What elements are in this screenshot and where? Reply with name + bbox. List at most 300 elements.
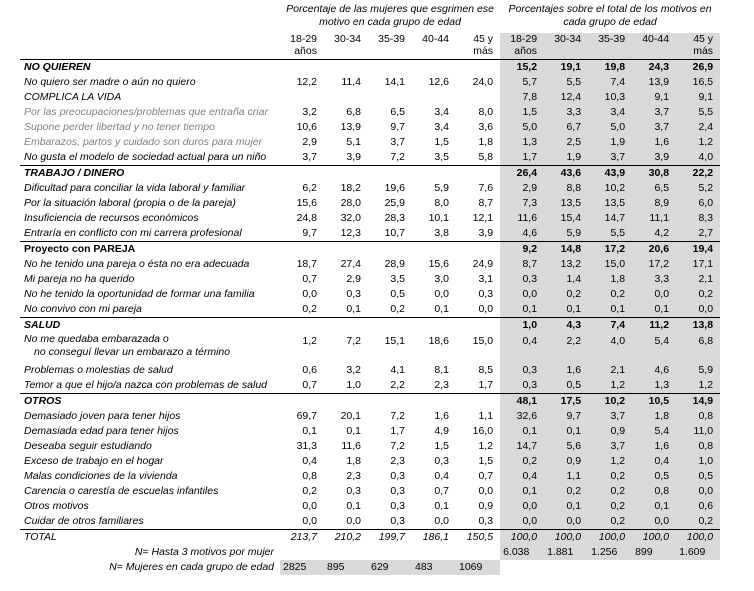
value-cell-share: 0,0 [500,499,544,514]
value-cell: 10,1 [428,212,449,224]
section-header-row [20,242,720,258]
empty-cell [632,560,676,575]
section-subtotal: 20,6 [632,242,676,258]
value-cell-share: 13,5 [588,196,632,211]
value-cell: 1,5 [434,440,449,452]
value-cell: 3,4 [434,106,449,118]
value-cell-share: 5,5 [544,75,588,90]
value-cell: 18,6 [428,335,449,347]
value-cell-share: 0,3 [500,378,544,394]
table-row [20,226,720,242]
value-cell: 2,3 [390,455,405,467]
value-cell-share: 0,1 [588,302,632,318]
row-label [20,409,280,424]
total-cell: 213,7 [280,530,324,546]
row-label-text: No convivo con mi pareja [24,303,142,315]
table-row [20,75,720,90]
age-header-cell: 45 y más [473,33,494,57]
value-cell: 3,4 [434,121,449,133]
value-cell-share: 0,0 [544,514,588,530]
value-cell: 0,3 [434,455,449,467]
value-cell-share: 7,4 [588,75,632,90]
section-subtotal: 4,3 [544,318,588,334]
value-cell-share: 0,9 [544,454,588,469]
value-cell-share: 3,9 [632,150,676,166]
empty-cell [324,242,368,258]
age-header-cell: 18-29 años [290,33,317,57]
value-cell-share: 13,9 [632,75,676,90]
row-label-text: Insuficiencia de recursos económicos [24,212,199,224]
value-cell: 0,3 [390,500,405,512]
row-label-text: Entraría en conflicto con mi carrera profesional [24,227,242,239]
value-cell-share: 1,9 [544,150,588,166]
value-cell-share: 0,2 [544,484,588,499]
value-cell: 11,4 [341,76,361,88]
value-cell-share: 0,2 [676,514,720,530]
row-label [20,135,280,150]
value-cell-share: 2,7 [676,226,720,242]
n-motives-cell: 6.038 [500,545,544,560]
total-cell: 210,2 [324,530,368,546]
age-header-cell: 30-34 [334,33,361,45]
value-cell-share: 3,3 [544,105,588,120]
empty-cell [412,60,456,76]
value-cell-share: 0,2 [500,454,544,469]
table-row [20,454,720,469]
value-cell: 7,2 [390,440,405,452]
section-subtotal: 1,0 [500,318,544,334]
row-label [20,484,280,499]
value-cell-share: 1,3 [632,378,676,394]
value-cell-share: 11,6 [500,211,544,226]
table-row [20,333,720,363]
row-label [20,454,280,469]
table-row [20,105,720,120]
value-cell: 32,0 [340,212,361,224]
value-cell-share: 0,9 [588,424,632,439]
value-cell: 24,0 [472,76,494,88]
value-cell-share: 12,4 [544,90,588,105]
row-label-text: Por la situación laboral (propia o de la pareja) [24,197,236,209]
value-cell: 0,0 [346,515,361,527]
value-cell-share: 3,3 [632,272,676,287]
empty-cell [324,394,368,410]
section-subtotal: 10,5 [632,394,676,410]
section-title: Proyecto con PAREJA [20,242,280,258]
row-label-text: Carencia o carestía de escuelas infantiles [24,485,219,497]
section-subtotal: 19,1 [544,60,588,76]
value-cell: 15,6 [428,258,449,270]
empty-cell [544,560,588,575]
section-header-row [20,318,720,334]
value-cell [324,90,368,105]
value-cell: 0,3 [346,288,361,300]
age-header-cell: 30-34 [544,33,588,60]
table-row [20,181,720,196]
table-row [20,469,720,484]
value-cell-share: 1,2 [588,378,632,394]
section-subtotal: 10,2 [588,394,632,410]
value-cell: 0,5 [390,288,405,300]
row-label-text: Deseaba seguir estudiando [24,440,152,452]
value-cell: 12,6 [428,76,449,88]
value-cell-share: 0,2 [588,514,632,530]
value-cell-share: 0,2 [544,287,588,302]
row-label-text-continued: no conseguí llevar un embarazo a término [34,346,231,358]
section-subtotal: 17,5 [544,394,588,410]
table-row [20,287,720,302]
value-cell: 3,1 [478,273,494,285]
value-cell: 15,0 [472,335,494,347]
section-subtotal: 22,2 [676,166,720,182]
empty-cell [368,318,412,334]
row-label [20,378,280,394]
section-subtotal: 15,2 [500,60,544,76]
value-cell: 3,0 [434,273,449,285]
value-cell: 1,8 [346,455,361,467]
section-subtotal: 7,4 [588,318,632,334]
value-cell: 1,2 [478,440,494,452]
value-cell-share: 3,7 [588,439,632,454]
value-cell-share: 6,0 [676,196,720,211]
row-label-text: Embarazos, partos y cuidado son duros para mujer [24,136,263,148]
age-header-cell: 45 y más [676,33,720,60]
value-cell: 2,9 [346,273,361,285]
row-label-text: Demasiada edad para tener hijos [24,425,179,437]
value-cell-share: 32,6 [500,409,544,424]
value-cell-share: 1,5 [500,105,544,120]
value-cell: 0,1 [346,500,361,512]
value-cell-share: 0,1 [632,302,676,318]
value-cell: 9,7 [390,121,405,133]
value-cell: 0,2 [390,303,405,315]
value-cell-share: 13,5 [544,196,588,211]
row-label-text: No me quedaba embarazada o [24,333,169,345]
value-cell: 0,6 [302,364,317,376]
header-age-row [20,33,720,60]
value-cell: 3,8 [434,227,449,239]
row-label [20,211,280,226]
value-cell-share: 0,5 [676,469,720,484]
value-cell [412,90,456,105]
value-cell: 4,1 [390,364,405,376]
value-cell: 8,5 [478,364,494,376]
row-label-text: Supone perder libertad y no tener tiempo [24,121,215,133]
table-row [20,150,720,166]
value-cell: 7,2 [390,151,405,163]
empty-cell [456,394,500,410]
value-cell-share: 5,5 [588,226,632,242]
value-cell-share: 0,0 [676,484,720,499]
section-subtotal: 26,4 [500,166,544,182]
table-row [20,424,720,439]
value-cell: 0,7 [434,485,449,497]
section-subtotal: 30,8 [632,166,676,182]
value-cell-share: 0,2 [588,499,632,514]
value-cell-share: 11,1 [632,211,676,226]
value-cell: 0,1 [434,500,449,512]
value-cell-share: 5,6 [544,439,588,454]
age-header-cell: 40-44 [632,33,676,60]
value-cell: 3,2 [346,364,361,376]
value-cell-share: 0,8 [676,409,720,424]
section-subtotal: 48,1 [500,394,544,410]
value-cell-share: 2,2 [544,333,588,363]
n-women-cell: 2825 [280,560,324,575]
value-cell-share: 0,0 [676,302,720,318]
value-cell-share: 9,1 [632,90,676,105]
value-cell-share: 1,6 [632,439,676,454]
row-label [20,75,280,90]
value-cell: 0,8 [302,470,317,482]
value-cell-share: 4,6 [500,226,544,242]
n-women-cell: 895 [324,560,368,575]
value-cell: 0,0 [434,288,449,300]
value-cell-share: 0,3 [500,272,544,287]
age-header-cell: 35-39 [588,33,632,60]
section-subtotal: 9,2 [500,242,544,258]
row-label [20,302,280,318]
value-cell: 0,3 [478,288,494,300]
total-cell-share: 100,0 [588,530,632,546]
value-cell: 25,9 [384,197,405,209]
row-label-text: COMPLICA LA VIDA [24,91,122,103]
value-cell-share: 3,7 [632,120,676,135]
value-cell: 0,4 [434,470,449,482]
row-label [20,150,280,166]
value-cell-share: 4,2 [632,226,676,242]
n-motives-label: N= Hasta 3 motivos por mujer [134,546,274,558]
value-cell: 6,2 [302,182,317,194]
n-women-cell: 483 [412,560,456,575]
table-row [20,135,720,150]
section-subtotal: 13,8 [676,318,720,334]
value-cell-share: 15,0 [588,257,632,272]
value-cell-share: 1,0 [676,454,720,469]
value-cell: 1,7 [478,379,494,391]
value-cell: 6,8 [346,106,361,118]
section-subtotal: 17,2 [588,242,632,258]
value-cell-share: 6,5 [632,181,676,196]
table-row [20,439,720,454]
value-cell-share: 4,0 [588,333,632,363]
value-cell: 0,0 [302,515,317,527]
value-cell: 16,0 [472,425,494,437]
value-cell: 8,0 [478,106,494,118]
value-cell: 27,4 [340,258,361,270]
value-cell-share: 0,1 [500,302,544,318]
value-cell: 0,3 [390,515,405,527]
empty-cell [412,242,456,258]
table-row [20,257,720,272]
value-cell-share: 1,2 [676,135,720,150]
value-cell: 15,6 [296,197,317,209]
value-cell: 0,2 [302,303,317,315]
empty-cell [500,560,544,575]
value-cell: 11,6 [341,440,361,452]
value-cell-share: 0,1 [544,424,588,439]
value-cell: 8,7 [478,197,494,209]
row-label [20,333,280,363]
table-row [20,378,720,394]
value-cell: 1,5 [478,455,494,467]
empty-cell [280,394,324,410]
value-cell-share: 11,0 [676,424,720,439]
value-cell: 0,3 [478,515,494,527]
value-cell-share: 7,8 [500,90,544,105]
value-cell: 1,0 [346,379,361,391]
empty-cell [412,318,456,334]
value-cell: 3,5 [434,151,449,163]
value-cell: 28,0 [340,197,361,209]
empty-cell [324,166,368,182]
value-cell: 7,6 [478,182,494,194]
n-women-cell: 1069 [456,560,500,575]
table-row [20,409,720,424]
value-cell: 5,8 [478,151,494,163]
value-cell-share: 1,2 [676,378,720,394]
value-cell-share: 3,7 [632,105,676,120]
value-cell: 20,1 [340,410,361,422]
empty-cell [324,60,368,76]
value-cell: 3,2 [302,106,317,118]
value-cell: 0,4 [302,455,317,467]
value-cell-share: 1,9 [588,135,632,150]
value-cell-share: 0,1 [544,499,588,514]
group2-title: Porcentajes sobre el total de los motivos en cada grupo de edad [508,3,712,28]
value-cell: 8,0 [434,197,449,209]
row-label-text: Problemas o molestias de salud [24,364,173,376]
value-cell-share: 0,1 [500,424,544,439]
row-label-text: Mi pareja no ha querido [24,273,135,285]
value-cell-share: 8,8 [544,181,588,196]
row-label [20,514,280,530]
row-label [20,105,280,120]
value-cell-share: 0,1 [544,302,588,318]
n-motives-cell: 1.609 [676,545,720,560]
value-cell [280,90,324,105]
value-cell-share: 0,2 [588,287,632,302]
row-label [20,287,280,302]
n-motives-cell: 1.881 [544,545,588,560]
value-cell: 24,9 [472,258,494,270]
value-cell-share: 13,2 [544,257,588,272]
value-cell-share: 4,0 [676,150,720,166]
value-cell: 19,6 [384,182,405,194]
header-label-cell [20,33,280,60]
value-cell-share: 6,8 [676,333,720,363]
total-cell-share: 100,0 [632,530,676,546]
row-label [20,90,280,105]
value-cell-share: 17,1 [676,257,720,272]
value-cell: 7,2 [390,410,405,422]
value-cell [456,90,500,105]
value-cell: 9,7 [302,227,317,239]
row-label [20,257,280,272]
section-title: SALUD [20,318,280,334]
value-cell: 3,9 [346,151,361,163]
value-cell: 0,0 [478,485,494,497]
age-header-cell: 40-44 [422,33,449,45]
value-cell-share: 0,6 [676,499,720,514]
n-motives-cell: 899 [632,545,676,560]
value-cell: 0,7 [478,470,494,482]
n-women-cell: 629 [368,560,412,575]
value-cell: 3,7 [390,136,405,148]
value-cell: 69,7 [296,410,317,422]
value-cell-share: 0,8 [632,484,676,499]
row-label [20,181,280,196]
value-cell: 14,1 [384,76,405,88]
value-cell: 0,0 [302,288,317,300]
empty-cell [456,166,500,182]
value-cell-share: 0,0 [500,514,544,530]
value-cell-share: 2,4 [676,120,720,135]
section-subtotal: 14,9 [676,394,720,410]
empty-cell [324,318,368,334]
value-cell-share: 4,6 [632,363,676,378]
value-cell: 3,9 [478,227,494,239]
value-cell: 3,5 [390,273,405,285]
empty-cell [412,166,456,182]
section-subtotal: 19,4 [676,242,720,258]
n-motives-row [20,545,720,560]
value-cell: 12,2 [296,76,317,88]
value-cell: 0,7 [302,273,317,285]
value-cell-share: 0,1 [500,484,544,499]
value-cell: 15,1 [384,335,405,347]
section-subtotal: 11,2 [632,318,676,334]
value-cell-share: 0,1 [632,499,676,514]
value-cell: 2,2 [390,379,405,391]
value-cell-share: 1,2 [588,454,632,469]
table-row [20,499,720,514]
value-cell-share: 5,2 [676,181,720,196]
value-cell-share: 10,2 [588,181,632,196]
value-cell: 0,3 [390,485,405,497]
value-cell: 0,0 [434,515,449,527]
value-cell: 0,2 [302,485,317,497]
row-label [20,439,280,454]
value-cell-share: 1,1 [544,469,588,484]
value-cell-share: 0,4 [500,333,544,363]
total-cell-share: 100,0 [544,530,588,546]
row-label [20,424,280,439]
group1-title: Porcentaje de las mujeres que esgrimen ese motivo en cada grupo de edad [286,3,494,28]
section-subtotal: 24,3 [632,60,676,76]
value-cell-share: 0,2 [676,287,720,302]
value-cell: 0,9 [478,500,494,512]
table-row [20,90,720,105]
table-row [20,272,720,287]
empty-cell [324,545,368,560]
table-row [20,514,720,530]
value-cell-share: 6,7 [544,120,588,135]
value-cell: 24,8 [296,212,317,224]
value-cell: 10,7 [384,227,405,239]
value-cell: 0,0 [302,500,317,512]
value-cell-share: 0,0 [500,287,544,302]
value-cell: 6,5 [390,106,405,118]
value-cell-share: 5,9 [676,363,720,378]
value-cell-share: 2,1 [588,363,632,378]
value-cell-share: 1,6 [632,135,676,150]
age-header-cell: 18-29 años [500,33,544,60]
value-cell: 12,1 [472,212,494,224]
row-label-text: Demasiado joven para tener hijos [24,410,181,422]
value-cell: 0,1 [346,303,361,315]
empty-cell [456,545,500,560]
